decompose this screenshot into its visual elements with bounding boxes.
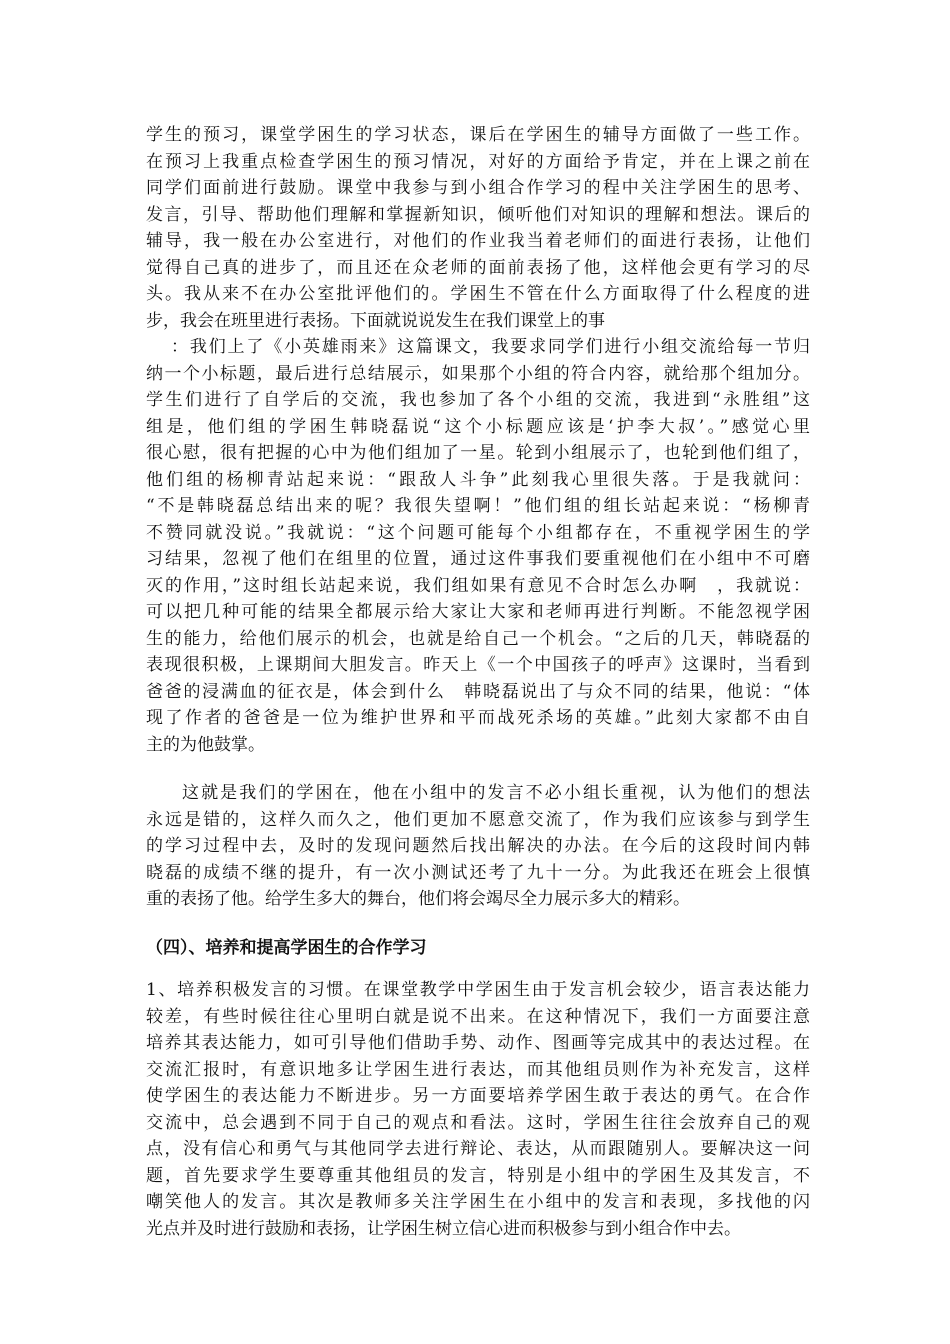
text-line: 培养其表达能力，如可引导他们借助手势、动作、图画等完成其中的表达过程。在 — [146, 1033, 810, 1053]
paragraph-spacer — [146, 913, 810, 935]
text-line: 步，我会在班里进行表扬。下面就说说发生在我们课堂上的事 — [146, 310, 605, 331]
text-line: 发言，引导、帮助他们理解和掌握新知识，倾听他们对知识的理解和想法。课后的 — [146, 204, 810, 225]
paragraph-spacer — [146, 961, 810, 977]
text-line: ：我们上了《小英雄雨来》这篇课文，我要求同学们进行小组交流给每一节归 — [171, 337, 810, 357]
text-line: 的学习过程中去，及时的发现问题然后找出解决的办法。在今后的这段时间内韩 — [146, 836, 810, 856]
text-line: 主的为他鼓掌。 — [146, 734, 265, 755]
text-line: 晓磊的成绩不继的提升，有一次小测试还考了九十一分。为此我还在班会上很慎 — [146, 862, 810, 883]
text-line: 辅导，我一般在办公室进行，对他们的作业我当着老师们的面进行表扬，让他们 — [146, 231, 810, 251]
text-line: 学生们进行了自学后的交流，我也参加了各个小组的交流，我进到“永胜组”这 — [146, 390, 810, 410]
text-line: 重的表扬了他。给学生多大的舞台，他们将会竭尽全力展示多大的精彩。 — [146, 889, 690, 909]
paragraph-2 — [146, 334, 810, 758]
text-line: 可以把几种可能的结果全都展示给大家让大家和老师再进行判断。不能忽视学困 — [146, 602, 810, 622]
text-line: 这就是我们的学困在，他在小组中的发言不必小组长重视，认为他们的想法 — [182, 783, 810, 803]
text-line: 点，没有信心和勇气与其他同学去进行辩论、表达，从而跟随别人。要解决这一问 — [146, 1139, 810, 1159]
text-line: 爸爸的浸满血的征衣是，体会到什么 韩晓磊说出了与众不同的结果，他说：“体 — [146, 681, 810, 702]
paragraph-1 — [146, 122, 810, 334]
text-line: 习结果，忽视了他们在组里的位置，通过这件事我们要重视他们在小组中不可磨 — [146, 549, 810, 569]
text-line: 嘲笑他人的发言。其次是教师多关注学困生在小组中的发言和表现，多找他的闪 — [146, 1192, 810, 1212]
text-line: 永远是错的，这样久而久之，他们更加不愿意交流了，作为我们应该参与到学生 — [146, 809, 810, 830]
paragraph-spacer — [146, 758, 810, 780]
text-line: 纳一个小标题，最后进行总结展示，如果那个小组的符合内容，就给那个组加分。 — [146, 363, 810, 384]
text-line: 头。我从来不在办公室批评他们的。学困生不管在什么方面取得了什么程度的进 — [146, 284, 810, 304]
text-line: 同学们面前进行鼓励。课堂中我参与到小组合作学习的程中关注学困生的思考、 — [146, 178, 810, 198]
text-line: 学生的预习，课堂学困生的学习状态，课后在学困生的辅导方面做了一些工作。 — [146, 125, 810, 145]
text-line: 组是，他们组的学困生韩晓磊说“这个小标题应该是‘护李大叔’。”感觉心里 — [146, 416, 810, 437]
paragraph-3 — [146, 780, 810, 913]
text-line: 光点并及时进行鼓励和表扬，让学困生树立信心进而积极参与到小组合作中去。 — [146, 1218, 741, 1239]
text-line: 1、培养积极发言的习惯。在课堂教学中学困生由于发言机会较少，语言表达能力 — [146, 980, 810, 1000]
text-line: 题，首先要求学生要尊重其他组员的发言，特别是小组中的学困生及其发言，不 — [146, 1165, 810, 1186]
text-line: “不是韩晓磊总结出来的呢？我很失望啊！”他们组的组长站起来说：“杨柳青 — [146, 496, 810, 516]
text-line: 在预习上我重点检查学困生的预习情况，对好的方面给予肯定，并在上课之前在 — [146, 151, 810, 172]
text-line: 交流中，总会遇到不同于自己的观点和看法。这时，学困生往往会放弃自己的观 — [146, 1112, 810, 1133]
text-line: 觉得自己真的进步了，而且还在众老师的面前表扬了他，这样他会更有学习的尽 — [146, 257, 810, 278]
document-body — [146, 122, 810, 1242]
section-heading: （四）、培养和提高学困生的合作学习 — [146, 937, 427, 958]
text-line: 使学困生的表达能力不断进步。另一方面要培养学困生敢于表达的勇气。在合作 — [146, 1086, 810, 1106]
text-line: 交流汇报时，有意识地多让学困生进行表达，而其他组员则作为补充发言，这样 — [146, 1059, 810, 1080]
text-line: 不赞同就没说。”我就说：“这个问题可能每个小组都存在，不重视学困生的学 — [146, 522, 810, 543]
text-line: 生的能力，给他们展示的机会，也就是给自己一个机会。“之后的几天，韩晓磊的 — [146, 628, 810, 649]
text-line: 他们组的杨柳青站起来说：“跟敌人斗争”此刻我心里很失落。于是我就问： — [146, 469, 810, 490]
text-line: 灭的作用，”这时组长站起来说，我们组如果有意见不合时怎么办啊 ，我就说： — [146, 575, 810, 596]
text-line: 表现很积极，上课期间大胆发言。昨天上《一个中国孩子的呼声》这课时，当看到 — [146, 655, 810, 675]
paragraph-4 — [146, 977, 810, 1242]
text-line: 很心慰，很有把握的心中为他们组加了一星。轮到小组展示了，也轮到他们组了， — [146, 443, 810, 463]
text-line: 现了作者的爸爸是一位为维护世界和平而战死杀场的英雄。”此刻大家都不由自 — [146, 708, 810, 728]
text-line: 较差，有些时候往往心里明白就是说不出来。在这种情况下，我们一方面要注意 — [146, 1006, 810, 1027]
